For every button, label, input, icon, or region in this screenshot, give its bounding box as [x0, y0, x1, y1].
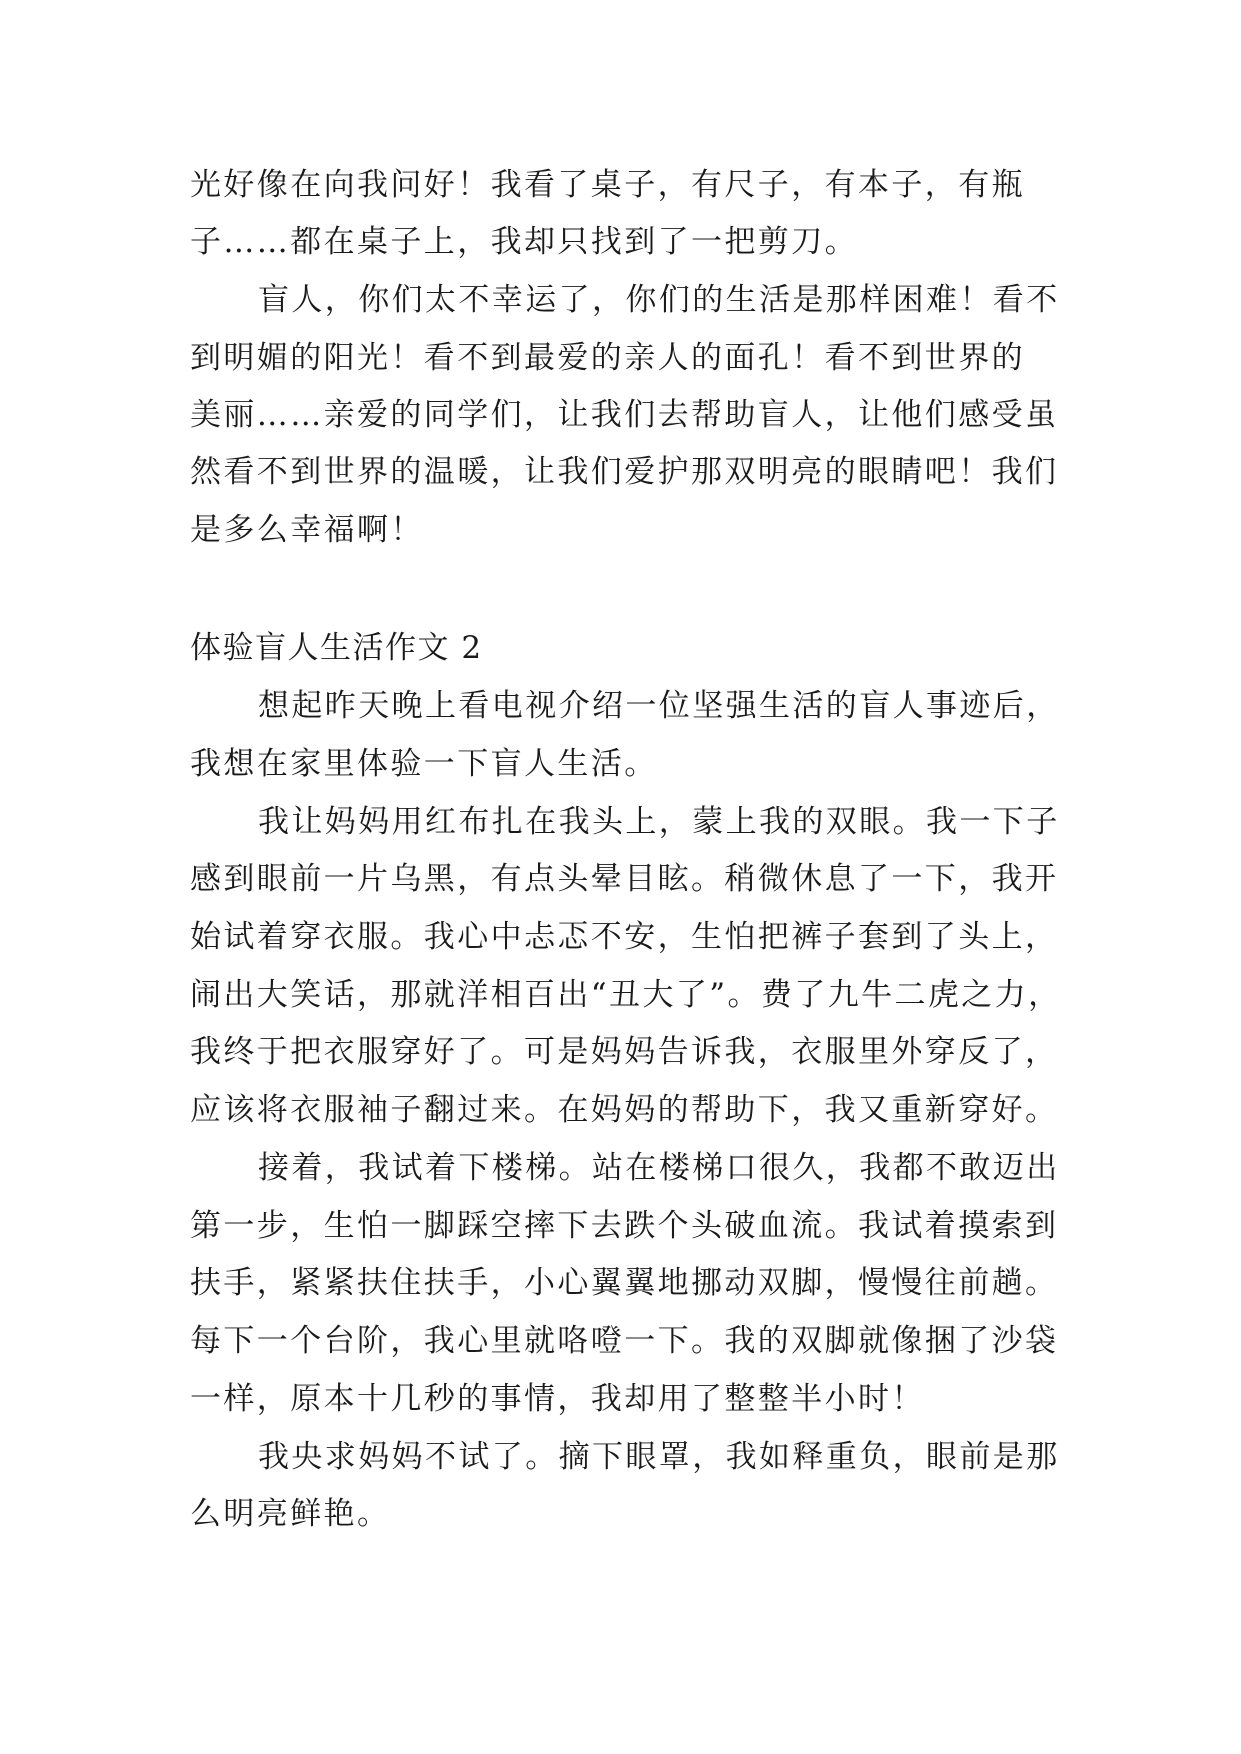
text-line: 感到眼前一片乌黑，有点头晕目眩。稍微休息了一下，我开: [190, 861, 1059, 897]
text-line: 我想在家里体验一下盲人生活。: [190, 746, 658, 782]
text-line: 到明媚的阳光！看不到最爱的亲人的面孔！看不到世界的: [190, 340, 1025, 376]
paragraph-start-line: 想起昨天晚上看电视介绍一位坚强生活的盲人事迹后，: [258, 688, 1060, 724]
paragraph-start-line: 接着，我试着下楼梯。站在楼梯口很久，我都不敢迈出: [258, 1150, 1060, 1186]
paragraph-start-line: 我让妈妈用红布扎在我头上，蒙上我的双眼。我一下子: [258, 804, 1060, 840]
text-line: 是多么幸福啊！: [190, 512, 424, 548]
text-line: 光好像在向我问好！我看了桌子，有尺子，有本子，有瓶: [190, 167, 1025, 203]
text-line: 每下一个台阶，我心里就咯噔一下。我的双脚就像捆了沙袋: [190, 1323, 1059, 1359]
text-line: 第一步，生怕一脚踩空摔下去跌个头破血流。我试着摸索到: [190, 1208, 1059, 1244]
text-line: 然看不到世界的温暖，让我们爱护那双明亮的眼睛吧！我们: [190, 454, 1059, 490]
text-line: 闹出大笑话，那就洋相百出“丑大了”。费了九牛二虎之力，: [190, 977, 1062, 1013]
section-title: 体验盲人生活作文 2: [190, 630, 483, 666]
text-line: 一样，原本十几秒的事情，我却用了整整半小时！: [190, 1381, 925, 1417]
paragraph-start-line: 我央求妈妈不试了。摘下眼罩，我如释重负，眼前是那: [258, 1439, 1060, 1475]
text-line: 我终于把衣服穿好了。可是妈妈告诉我，衣服里外穿反了，: [190, 1034, 1059, 1070]
text-line: 应该将衣服袖子翻过来。在妈妈的帮助下，我又重新穿好。: [190, 1092, 1059, 1128]
paragraph-start-line: 盲人，你们太不幸运了，你们的生活是那样困难！看不: [258, 282, 1060, 318]
text-line: 么明亮鲜艳。: [190, 1496, 391, 1532]
text-line: 美丽……亲爱的同学们，让我们去帮助盲人，让他们感受虽: [190, 397, 1059, 433]
text-line: 始试着穿衣服。我心中忐忑不安，生怕把裤子套到了头上，: [190, 919, 1059, 955]
text-line: 扶手，紧紧扶住扶手，小心翼翼地挪动双脚，慢慢往前趟。: [190, 1265, 1059, 1301]
text-line: 子……都在桌子上，我却只找到了一把剪刀。: [190, 224, 858, 260]
